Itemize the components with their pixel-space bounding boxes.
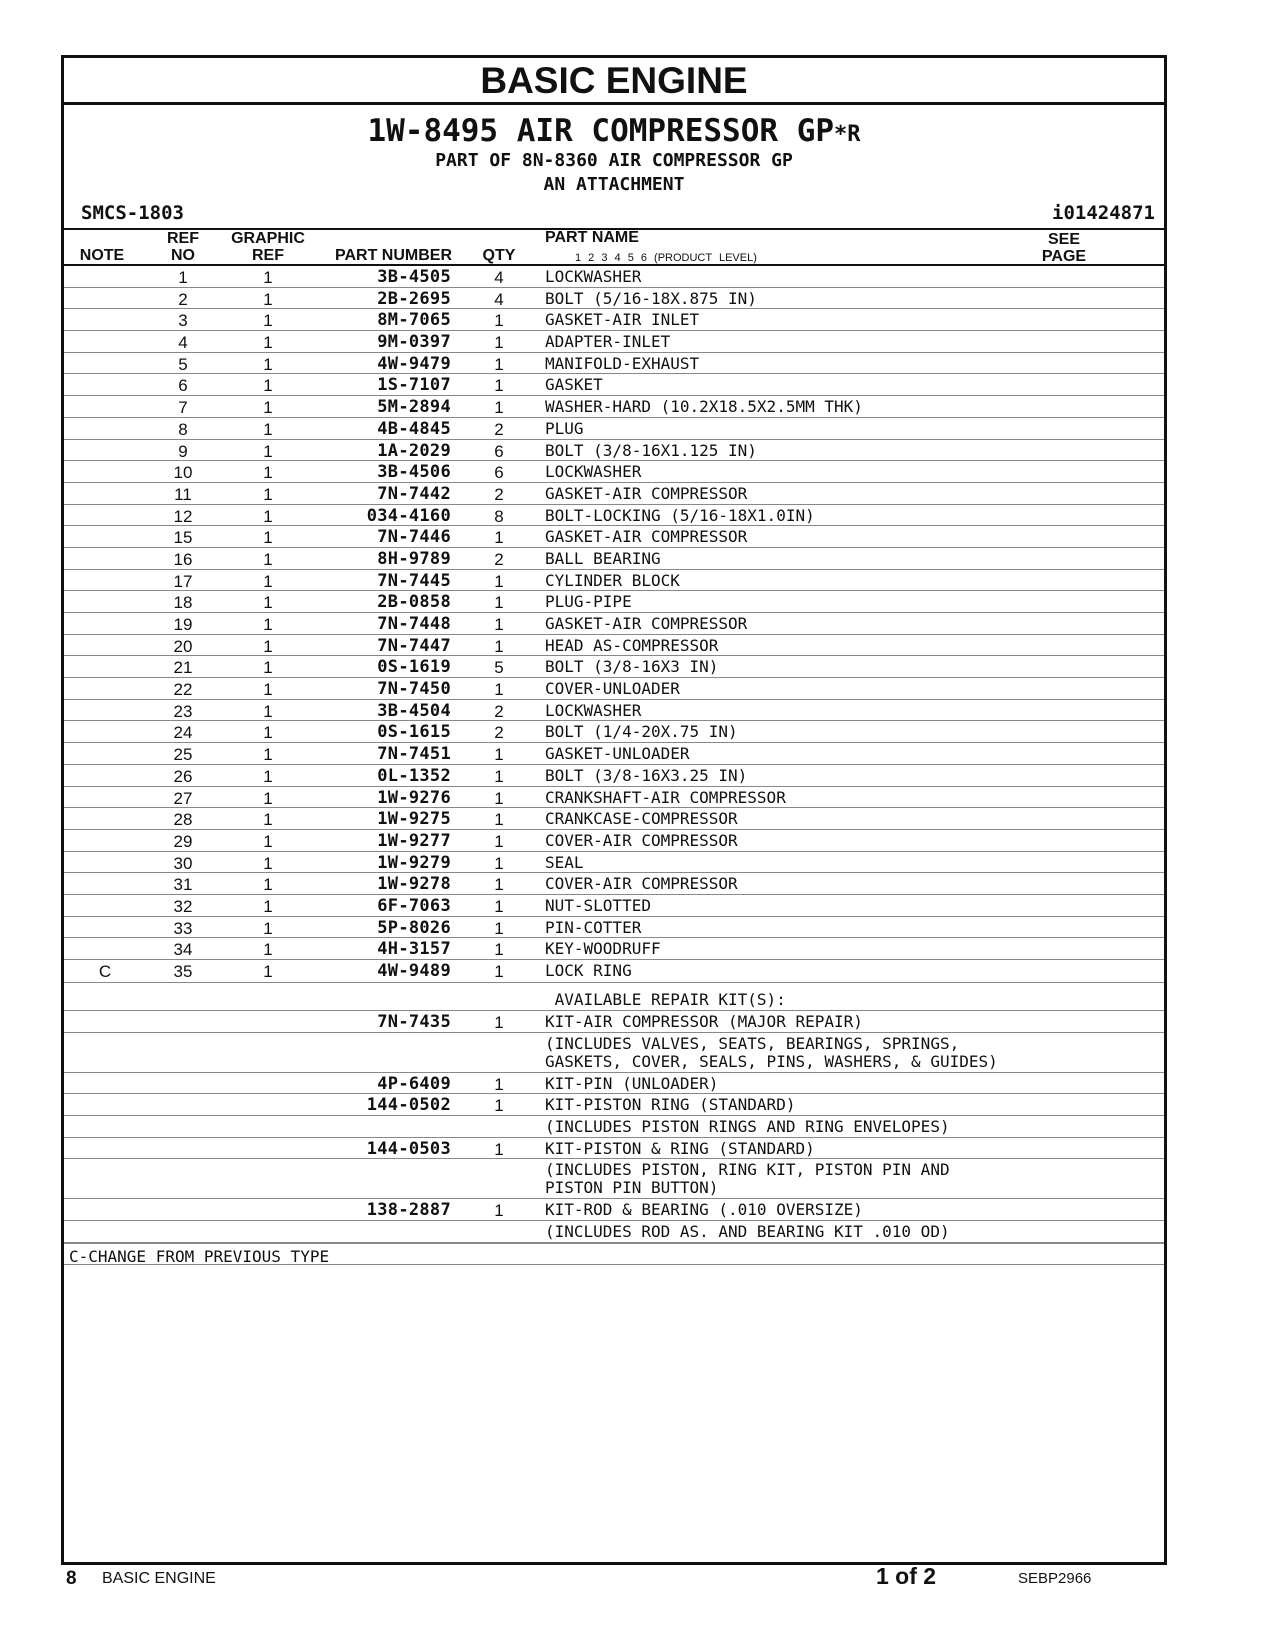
col-header-qty: QTY — [482, 247, 516, 264]
cell-part: 7N-7451 — [377, 744, 451, 765]
cell-qty: 2 — [494, 419, 504, 439]
cell-ref: 9 — [178, 441, 188, 461]
cell-ref: 1 — [178, 268, 188, 287]
cell-part: 1A-2029 — [377, 440, 451, 461]
col-header-part-number: PART NUMBER — [334, 247, 452, 264]
cell-ref: 6 — [178, 376, 188, 396]
cell-name: GASKET — [545, 375, 603, 395]
cell-qty: 1 — [494, 1096, 504, 1116]
cell-name: BALL BEARING — [545, 548, 661, 568]
group-title-suffix: *R — [834, 122, 861, 147]
table-row — [64, 613, 1164, 635]
cell-name: LOCK RING — [545, 961, 632, 980]
cell-name: COVER-AIR COMPRESSOR — [545, 830, 738, 850]
cell-graphic: 1 — [263, 875, 273, 895]
cell-part: 1W-9275 — [377, 809, 451, 830]
cell-qty: 1 — [494, 1074, 504, 1094]
cell-ref: 19 — [173, 615, 193, 634]
table-row — [64, 852, 1164, 874]
cell-graphic: 1 — [263, 766, 273, 786]
cell-part: 7N-7442 — [377, 483, 451, 504]
cell-part: 7N-7435 — [377, 1012, 451, 1032]
cell-graphic: 1 — [263, 853, 273, 873]
cell-name: KIT-PISTON RING (STANDARD) — [545, 1095, 796, 1115]
cell-part: 1W-9277 — [377, 830, 451, 851]
cell-part: 0S-1615 — [377, 722, 451, 743]
footer-document-number: SEBP2966 — [1018, 1570, 1092, 1587]
cell-part: 5M-2894 — [377, 397, 451, 418]
cell-qty: 1 — [494, 636, 504, 656]
cell-name: GASKET-AIR COMPRESSOR — [545, 483, 748, 503]
table-row — [64, 353, 1164, 375]
cell-qty: 4 — [494, 289, 504, 309]
cell-ref: 35 — [173, 962, 193, 981]
cell-graphic: 1 — [263, 549, 273, 569]
table-row — [64, 721, 1164, 743]
cell-graphic: 1 — [263, 680, 273, 700]
cell-qty: 1 — [494, 311, 504, 331]
cell-name: SEAL — [545, 852, 584, 872]
col-header-see-line2: PAGE — [1041, 248, 1087, 265]
cell-ref: 3 — [178, 311, 188, 331]
cell-graphic: 1 — [263, 658, 273, 678]
cell-name: HEAD AS-COMPRESSOR — [545, 635, 719, 655]
cell-name: CRANKCASE-COMPRESSOR — [545, 809, 738, 829]
cell-qty: 1 — [494, 376, 504, 396]
cell-name: (INCLUDES PISTON RINGS AND RING ENVELOPES) — [545, 1117, 950, 1137]
cell-ref: 18 — [173, 593, 193, 613]
cell-part: 1W-9276 — [377, 787, 451, 808]
cell-qty: 1 — [494, 1201, 504, 1221]
cell-part: 1W-9279 — [377, 852, 451, 873]
cell-part: 5P-8026 — [377, 917, 451, 938]
table-row — [64, 743, 1164, 765]
table-row — [64, 440, 1164, 462]
table-row — [64, 873, 1164, 895]
cell-ref: 8 — [178, 419, 188, 439]
table-row — [64, 938, 1164, 960]
cell-name: GASKET-AIR INLET — [545, 310, 700, 330]
footer-section-name: BASIC ENGINE — [102, 1570, 216, 1587]
cell-name: PLUG — [545, 418, 584, 438]
cell-graphic: 1 — [263, 571, 273, 591]
cell-graphic: 1 — [263, 593, 273, 613]
cell-part: 6F-7063 — [377, 895, 451, 916]
col-header-ref-line1: REF — [167, 230, 199, 247]
cell-ref: 22 — [173, 680, 193, 700]
cell-graphic: 1 — [263, 506, 273, 526]
table-row — [64, 505, 1164, 527]
table-row — [64, 700, 1164, 722]
table-row — [64, 765, 1164, 787]
table-row — [64, 374, 1164, 396]
cell-name: COVER-AIR COMPRESSOR — [545, 874, 738, 894]
cell-part: 7N-7447 — [377, 635, 451, 656]
cell-name: CRANKSHAFT-AIR COMPRESSOR — [545, 787, 786, 807]
cell-qty: 1 — [494, 1013, 504, 1032]
table-row — [64, 1199, 1164, 1221]
cell-graphic: 1 — [263, 484, 273, 504]
cell-ref: 16 — [173, 549, 193, 569]
cell-graphic: 1 — [263, 810, 273, 830]
table-row — [64, 1116, 1164, 1138]
cell-part: 034-4160 — [366, 505, 451, 526]
table-row — [64, 830, 1164, 852]
cell-ref: 25 — [173, 745, 193, 765]
smcs-code: SMCS-1803 — [81, 202, 184, 224]
cell-part: 8M-7065 — [377, 310, 451, 331]
cell-graphic: 1 — [263, 333, 273, 353]
cell-ref: 10 — [173, 463, 193, 483]
cell-part: 2B-2695 — [377, 288, 451, 309]
cell-qty: 1 — [494, 593, 504, 613]
cell-qty: 4 — [494, 268, 504, 287]
cell-name: KIT-PIN (UNLOADER) — [545, 1073, 719, 1093]
cell-part: 9M-0397 — [377, 332, 451, 353]
cell-graphic: 1 — [263, 528, 273, 548]
cell-name: MANIFOLD-EXHAUST — [545, 353, 700, 373]
section-title: BASIC ENGINE — [64, 58, 1164, 105]
table-row — [64, 917, 1164, 939]
cell-name: BOLT (5/16-18X.875 IN) — [545, 288, 757, 308]
cell-graphic: 1 — [263, 419, 273, 439]
cell-graphic: 1 — [263, 463, 273, 483]
cell-qty: 2 — [494, 549, 504, 569]
table-row — [64, 591, 1164, 613]
col-header-product-level: 1 2 3 4 5 6 (PRODUCT LEVEL) — [575, 252, 757, 264]
cell-name: LOCKWASHER — [545, 267, 642, 286]
cell-qty: 1 — [494, 853, 504, 873]
table-row — [64, 787, 1164, 809]
cell-name: BOLT (3/8-16X3.25 IN) — [545, 765, 748, 785]
cell-part: 4W-9479 — [377, 353, 451, 374]
cell-qty: 1 — [494, 940, 504, 960]
table-row — [64, 309, 1164, 331]
cell-qty: 8 — [494, 506, 504, 526]
cell-part: 4P-6409 — [377, 1073, 451, 1094]
cell-part: 2B-0858 — [377, 592, 451, 613]
group-title-text: 1W-8495 AIR COMPRESSOR GP — [367, 113, 835, 149]
cell-name: BOLT (3/8-16X1.125 IN) — [545, 440, 757, 460]
cell-qty: 1 — [494, 528, 504, 548]
cell-qty: 1 — [494, 615, 504, 634]
cell-name: (INCLUDES PISTON, RING KIT, PISTON PIN AND PISTON PIN BUTTON) — [545, 1160, 950, 1198]
cell-qty: 2 — [494, 484, 504, 504]
table-row — [64, 1221, 1164, 1243]
cell-name: PIN-COTTER — [545, 917, 642, 937]
cell-name: (INCLUDES VALVES, SEATS, BEARINGS, SPRINGS, GASKETS, COVER, SEALS, PINS, WASHERS, & GUIDES) — [545, 1033, 998, 1071]
cell-note: C — [98, 962, 112, 981]
cell-part: 1S-7107 — [377, 375, 451, 396]
col-header-ref-no — [161, 230, 205, 264]
cell-ref: 26 — [173, 766, 193, 786]
cell-graphic: 1 — [263, 398, 273, 418]
cell-qty: 1 — [494, 398, 504, 418]
cell-ref: 31 — [173, 875, 193, 895]
cell-graphic: 1 — [263, 311, 273, 331]
table-row — [64, 960, 1164, 983]
table-row — [64, 570, 1164, 592]
table-row — [64, 656, 1164, 678]
cell-ref: 20 — [173, 636, 193, 656]
cell-graphic: 1 — [263, 723, 273, 743]
cell-name: NUT-SLOTTED — [545, 895, 651, 915]
cell-qty: 6 — [494, 463, 504, 483]
parts-list-frame — [61, 55, 1167, 1565]
subtitle-part-of: PART OF 8N-8360 AIR COMPRESSOR GP — [435, 150, 793, 171]
table-row — [64, 1011, 1164, 1033]
cell-graphic: 1 — [263, 940, 273, 960]
cell-ref: 15 — [173, 528, 193, 548]
cell-name: GASKET-AIR COMPRESSOR — [545, 527, 748, 547]
cell-name: BOLT (1/4-20X.75 IN) — [545, 722, 738, 742]
table-row — [64, 331, 1164, 353]
table-row — [64, 983, 1164, 1011]
cell-graphic: 1 — [263, 354, 273, 374]
cell-part: 7N-7446 — [377, 527, 451, 548]
cell-ref: 2 — [178, 289, 188, 309]
table-row — [64, 1159, 1164, 1199]
cell-qty: 1 — [494, 571, 504, 591]
cell-ref: 5 — [178, 354, 188, 374]
cell-graphic: 1 — [263, 788, 273, 808]
cell-ref: 28 — [173, 810, 193, 830]
cell-part: 4B-4845 — [377, 418, 451, 439]
cell-name: BOLT-LOCKING (5/16-18X1.0IN) — [545, 505, 815, 525]
cell-ref: 27 — [173, 788, 193, 808]
cell-graphic: 1 — [263, 745, 273, 765]
table-row — [64, 895, 1164, 917]
document-id: i01424871 — [1052, 202, 1155, 224]
cell-graphic: 1 — [263, 701, 273, 721]
cell-part: 4H-3157 — [377, 939, 451, 960]
col-header-ref-line2: NO — [171, 247, 195, 264]
cell-part: 0S-1619 — [377, 657, 451, 678]
cell-qty: 6 — [494, 441, 504, 461]
cell-ref: 11 — [174, 484, 192, 504]
cell-name: KIT-PISTON & RING (STANDARD) — [545, 1138, 815, 1158]
cell-qty: 1 — [494, 354, 504, 374]
cell-qty: 2 — [494, 723, 504, 743]
cell-ref: 29 — [173, 831, 193, 851]
cell-ref: 32 — [173, 896, 193, 916]
cell-name: ADAPTER-INLET — [545, 332, 671, 352]
cell-qty: 1 — [494, 896, 504, 916]
cell-ref: 34 — [173, 940, 193, 960]
cell-qty: 1 — [494, 831, 504, 851]
cell-ref: 23 — [173, 701, 193, 721]
cell-name: PLUG-PIPE — [545, 592, 632, 612]
cell-graphic: 1 — [263, 615, 273, 634]
cell-part: 7N-7448 — [377, 614, 451, 634]
col-header-see-page — [1034, 231, 1094, 265]
cell-part: 3B-4505 — [377, 267, 451, 287]
cell-name: GASKET-UNLOADER — [545, 744, 690, 764]
cell-name: BOLT (3/8-16X3 IN) — [545, 657, 719, 677]
cell-ref: 7 — [178, 398, 188, 418]
col-header-graphic-line2: REF — [252, 247, 284, 264]
col-header-graphic-line1: GRAPHIC — [231, 230, 305, 247]
cell-qty: 1 — [494, 918, 504, 938]
cell-graphic: 1 — [263, 962, 273, 981]
footnote-row — [64, 1243, 1164, 1265]
cell-part: 138-2887 — [366, 1200, 451, 1221]
table-row — [64, 1138, 1164, 1160]
cell-name: WASHER-HARD (10.2X18.5X2.5MM THK) — [545, 397, 863, 417]
col-header-note: NOTE — [79, 247, 125, 264]
footer-page-number: 8 — [66, 1568, 77, 1589]
cell-name: COVER-UNLOADER — [545, 679, 680, 699]
cell-ref: 4 — [178, 333, 188, 353]
cell-graphic: 1 — [263, 268, 273, 287]
cell-part: 144-0502 — [366, 1095, 451, 1116]
cell-name: CYLINDER BLOCK — [545, 570, 680, 590]
cell-part: 144-0503 — [366, 1138, 451, 1159]
cell-name: LOCKWASHER — [545, 462, 642, 482]
cell-part: 0L-1352 — [377, 765, 451, 786]
cell-ref: 17 — [173, 571, 193, 591]
cell-graphic: 1 — [263, 376, 273, 396]
cell-graphic: 1 — [263, 831, 273, 851]
cell-part: 8H-9789 — [377, 548, 451, 569]
cell-qty: 1 — [494, 680, 504, 700]
cell-name: KEY-WOODRUFF — [545, 939, 661, 959]
col-header-graphic-ref — [226, 230, 310, 264]
group-title — [64, 113, 1164, 153]
cell-name: LOCKWASHER — [545, 700, 642, 720]
cell-name: (INCLUDES ROD AS. AND BEARING KIT .010 OD) — [545, 1222, 950, 1242]
table-row — [64, 808, 1164, 830]
cell-qty: 1 — [494, 810, 504, 830]
cell-qty: 1 — [494, 962, 504, 981]
cell-name: GASKET-AIR COMPRESSOR — [545, 614, 748, 633]
table-row — [64, 526, 1164, 548]
parts-table — [64, 264, 1164, 1265]
cell-graphic: 1 — [263, 896, 273, 916]
table-row — [64, 678, 1164, 700]
col-header-see-line1: SEE — [1047, 231, 1080, 248]
cell-ref: 24 — [173, 723, 193, 743]
footnote-text: C-CHANGE FROM PREVIOUS TYPE — [69, 1246, 330, 1266]
cell-part: 7N-7445 — [377, 570, 451, 591]
table-row — [64, 483, 1164, 505]
cell-graphic: 1 — [263, 636, 273, 656]
cell-ref: 30 — [173, 853, 193, 873]
cell-qty: 1 — [494, 1139, 504, 1159]
table-row — [64, 635, 1164, 657]
cell-qty: 1 — [494, 788, 504, 808]
table-row — [64, 1094, 1164, 1116]
table-row — [64, 1073, 1164, 1095]
table-row — [64, 1033, 1164, 1073]
table-row — [64, 461, 1164, 483]
table-row — [64, 288, 1164, 310]
table-row — [64, 418, 1164, 440]
cell-name: AVAILABLE REPAIR KIT(S): — [545, 990, 786, 1009]
cell-qty: 2 — [494, 701, 504, 721]
cell-ref: 21 — [173, 658, 193, 678]
cell-name: KIT-ROD & BEARING (.010 OVERSIZE) — [545, 1200, 863, 1220]
table-row — [64, 396, 1164, 418]
cell-graphic: 1 — [263, 441, 273, 461]
col-header-part-name: PART NAME — [545, 229, 639, 246]
cell-part: 4W-9489 — [377, 961, 451, 981]
cell-qty: 5 — [494, 658, 504, 678]
subtitle-attachment: AN ATTACHMENT — [543, 174, 685, 195]
table-row — [64, 266, 1164, 288]
cell-graphic: 1 — [263, 289, 273, 309]
cell-part: 7N-7450 — [377, 679, 451, 700]
cell-qty: 1 — [494, 745, 504, 765]
cell-name: KIT-AIR COMPRESSOR (MAJOR REPAIR) — [545, 1012, 863, 1031]
cell-part: 3B-4506 — [377, 462, 451, 483]
cell-qty: 1 — [494, 766, 504, 786]
cell-ref: 33 — [173, 918, 193, 938]
cell-qty: 1 — [494, 333, 504, 353]
footer-page-of: 1 of 2 — [876, 1563, 937, 1589]
cell-part: 3B-4504 — [377, 700, 451, 721]
table-row — [64, 548, 1164, 570]
cell-ref: 12 — [173, 506, 193, 526]
cell-qty: 1 — [494, 875, 504, 895]
cell-part: 1W-9278 — [377, 874, 451, 895]
cell-graphic: 1 — [263, 918, 273, 938]
